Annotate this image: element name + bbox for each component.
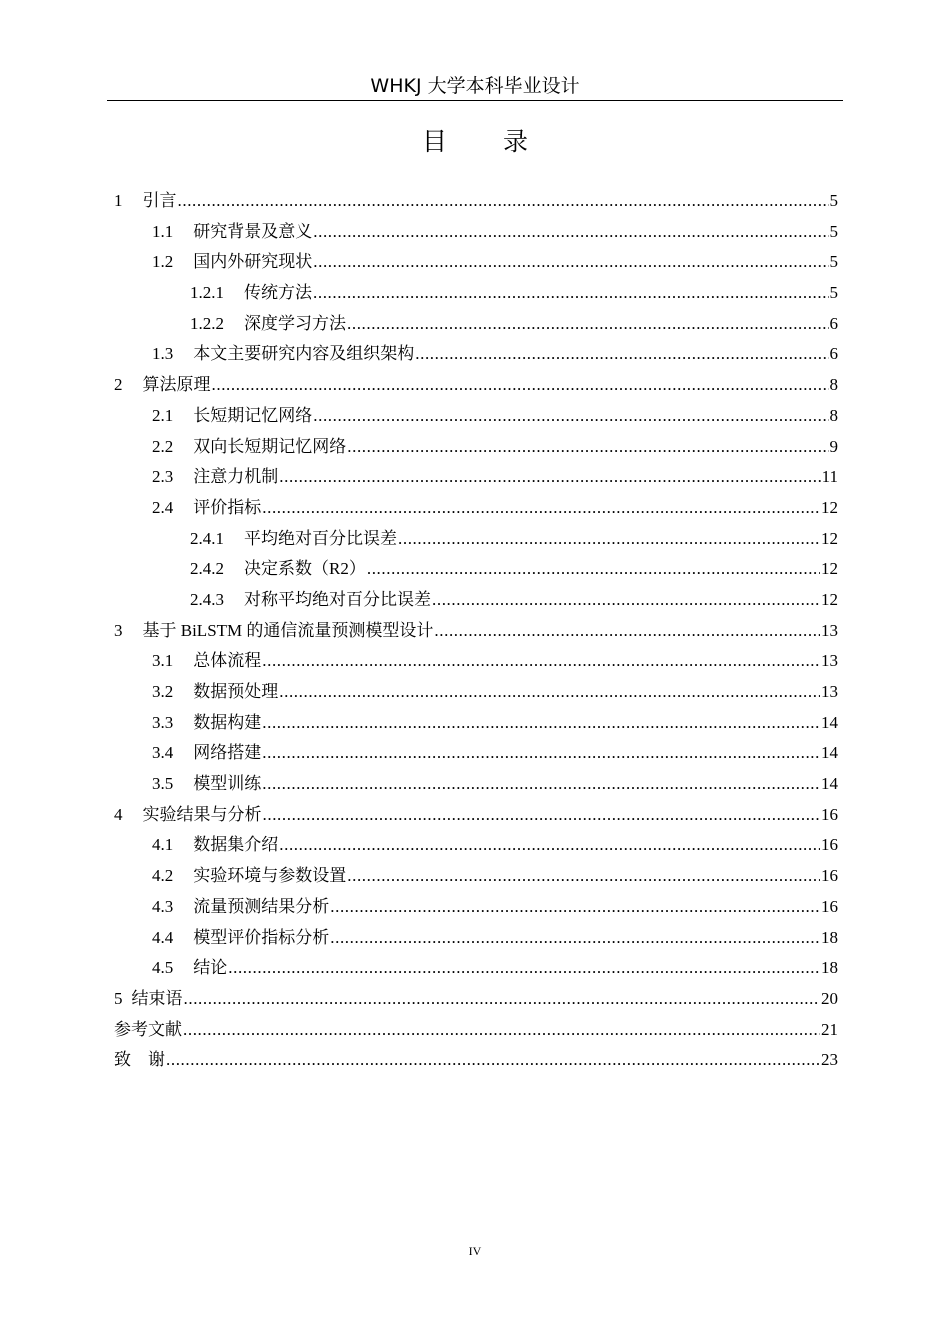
- toc-entry-title: 参考文献: [114, 1019, 182, 1039]
- toc-entry-number: 2.3: [152, 467, 174, 487]
- toc-entry-number: 2.4.2: [190, 559, 224, 579]
- toc-entry-title: 本文主要研究内容及组织架构: [193, 344, 415, 364]
- toc-entry-number: 1.2.2: [190, 313, 224, 333]
- toc-entry[interactable]: [114, 462, 838, 493]
- toc-entry-title: 算法原理: [142, 375, 211, 395]
- toc-entry-title: 数据集介绍: [193, 835, 279, 855]
- toc-entry[interactable]: [114, 339, 838, 370]
- toc-entry-title: 双向长短期记忆网络: [193, 436, 347, 456]
- toc-leader-dots: [434, 616, 820, 647]
- toc-entry[interactable]: [114, 892, 838, 923]
- toc-entry[interactable]: [114, 1015, 838, 1046]
- toc-entry-page: 5: [829, 252, 838, 272]
- toc-entry-title: 国内外研究现状: [193, 252, 313, 272]
- toc-entry-page: 14: [821, 712, 838, 732]
- toc-leader-dots: [279, 677, 820, 708]
- toc-entry-number: 4.1: [152, 835, 174, 855]
- page-number: IV: [468, 1244, 482, 1258]
- toc-entry[interactable]: [114, 554, 838, 585]
- toc-entry-page: 6: [829, 344, 838, 364]
- toc-leader-dots: [262, 769, 820, 800]
- toc-leader-dots: [313, 401, 828, 432]
- toc-leader-dots: [228, 953, 820, 984]
- toc-entry-number: 2.4.1: [190, 528, 224, 548]
- toc-entry[interactable]: [114, 830, 838, 861]
- toc-entry-title: 深度学习方法: [244, 313, 346, 333]
- toc-entry[interactable]: [114, 861, 838, 892]
- toc-entry-page: 8: [829, 375, 838, 395]
- toc-entry[interactable]: [114, 217, 838, 248]
- toc-entry-title: 基于 BiLSTM 的通信流量预测模型设计: [142, 620, 434, 640]
- toc-entry[interactable]: [114, 738, 838, 769]
- toc-entry[interactable]: [114, 677, 838, 708]
- toc-leader-dots: [166, 1045, 820, 1076]
- toc-entry-page: 18: [821, 958, 838, 978]
- toc-entry-title: 数据预处理: [193, 682, 279, 701]
- toc-leader-dots: [279, 830, 820, 861]
- toc-entry-title: 研究背景及意义: [193, 221, 313, 241]
- toc-entry-number: 3.2: [152, 682, 174, 701]
- toc-entry-title: 模型评价指标分析: [193, 927, 330, 947]
- toc-leader-dots: [347, 309, 829, 340]
- toc-entry-page: 5: [829, 191, 838, 210]
- toc-leader-dots: [367, 554, 820, 585]
- toc-entry-page: 13: [821, 682, 838, 701]
- toc-entry-number: 3.1: [152, 651, 174, 671]
- toc-entry-title: 长短期记忆网络: [193, 405, 313, 425]
- toc-entry-page: 5: [829, 221, 838, 241]
- toc-entry-page: 23: [821, 1050, 838, 1070]
- toc-entry-number: 3.3: [152, 712, 174, 732]
- toc-entry-title: 致 谢: [114, 1050, 165, 1070]
- toc-entry-number: 2.4.3: [190, 589, 224, 609]
- toc-entry-number: 2.4: [152, 497, 174, 517]
- toc-entry-page: 13: [821, 651, 838, 671]
- toc-entry[interactable]: [114, 1045, 838, 1076]
- toc-entry[interactable]: [114, 708, 838, 739]
- toc-entry-page: 8: [829, 405, 838, 425]
- toc-entry-page: 21: [821, 1019, 838, 1039]
- toc-entry-page: 20: [821, 988, 838, 1008]
- toc-entry-page: 16: [821, 835, 838, 855]
- toc-leader-dots: [432, 585, 820, 616]
- toc-entry-number: 2: [114, 375, 123, 395]
- toc-entry-number: 1.2: [152, 252, 174, 272]
- toc-entry[interactable]: [114, 923, 838, 954]
- toc-entry-page: 18: [821, 927, 838, 947]
- toc-entry-title: 数据构建: [193, 712, 262, 732]
- toc-entry[interactable]: [114, 984, 838, 1015]
- toc-entry-page: 16: [821, 866, 838, 886]
- toc-leader-dots: [183, 1015, 820, 1046]
- toc-entry-page: 5: [829, 283, 838, 303]
- toc-entry[interactable]: [114, 247, 838, 278]
- toc-leader-dots: [262, 708, 820, 739]
- toc-entry-title: 引言: [142, 191, 177, 210]
- toc-entry-page: 12: [821, 497, 838, 517]
- toc-entry-number: 4.2: [152, 866, 174, 886]
- toc-entry[interactable]: [114, 585, 838, 616]
- toc-entry-number: 4.5: [152, 958, 174, 978]
- toc-entry-page: 12: [821, 589, 838, 609]
- toc-entry-title: 实验结果与分析: [142, 804, 262, 824]
- toc-entry-page: 11: [821, 467, 838, 487]
- toc-entry-title: 网络搭建: [193, 743, 262, 763]
- toc-leader-dots: [313, 278, 829, 309]
- toc-entry[interactable]: [114, 401, 838, 432]
- toc-leader-dots: [330, 923, 820, 954]
- toc-leader-dots: [313, 217, 828, 248]
- toc-entry[interactable]: [114, 769, 838, 800]
- toc-entry-title: 模型训练: [193, 774, 262, 794]
- toc-leader-dots: [330, 892, 820, 923]
- toc-entry[interactable]: [114, 370, 838, 401]
- table-of-contents: [114, 186, 838, 1076]
- toc-entry-title: 评价指标: [193, 497, 262, 517]
- toc-entry-number: 5: [114, 988, 123, 1008]
- toc-entry-number: 3.5: [152, 774, 174, 794]
- toc-entry[interactable]: [114, 800, 838, 831]
- toc-entry-page: 13: [821, 620, 838, 640]
- toc-entry[interactable]: [114, 524, 838, 555]
- toc-leader-dots: [184, 984, 821, 1015]
- toc-entry-title: 对称平均绝对百分比误差: [244, 589, 431, 609]
- toc-entry-number: 1: [114, 191, 123, 210]
- toc-entry[interactable]: [114, 309, 838, 340]
- toc-entry-number: 2.1: [152, 405, 174, 425]
- toc-entry-number: 3.4: [152, 743, 174, 763]
- toc-entry-page: 9: [829, 436, 838, 456]
- toc-entry[interactable]: [114, 493, 838, 524]
- toc-entry-title: 结束语: [131, 988, 183, 1008]
- toc-leader-dots: [347, 432, 828, 463]
- toc-entry-page: 16: [821, 896, 838, 916]
- toc-entry-title: 结论: [193, 958, 228, 978]
- toc-entry[interactable]: [114, 953, 838, 984]
- toc-leader-dots: [262, 493, 820, 524]
- toc-entry-number: 2.2: [152, 436, 174, 456]
- running-header: WHKJ 大学本科毕业设计: [370, 75, 580, 97]
- toc-entry-page: 6: [829, 313, 838, 333]
- toc-entry-number: 3: [114, 620, 123, 640]
- toc-entry[interactable]: [114, 432, 838, 463]
- toc-leader-dots: [262, 646, 820, 677]
- toc-entry-page: 14: [821, 774, 838, 794]
- toc-leader-dots: [279, 462, 820, 493]
- toc-entry-number: 1.1: [152, 221, 174, 241]
- toc-leader-dots: [415, 339, 828, 370]
- toc-entry[interactable]: [114, 186, 838, 217]
- toc-entry-page: 16: [821, 804, 838, 824]
- toc-title: 目 录: [422, 127, 552, 156]
- header-rule: [107, 100, 843, 101]
- toc-leader-dots: [398, 524, 820, 555]
- toc-leader-dots: [178, 186, 829, 217]
- toc-entry-title: 实验环境与参数设置: [193, 866, 347, 886]
- toc-entry-number: 4.3: [152, 896, 174, 916]
- toc-entry-number: 4.4: [152, 927, 174, 947]
- toc-entry-title: 平均绝对百分比误差: [244, 528, 397, 548]
- toc-entry-title: 传统方法: [244, 283, 312, 303]
- toc-entry-page: 12: [821, 559, 838, 579]
- toc-entry-page: 14: [821, 743, 838, 763]
- toc-entry[interactable]: [114, 646, 838, 677]
- toc-entry-title: 流量预测结果分析: [193, 896, 330, 916]
- toc-leader-dots: [263, 800, 821, 831]
- toc-entry-number: 4: [114, 804, 123, 824]
- toc-leader-dots: [313, 247, 828, 278]
- toc-entry-page: 12: [821, 528, 838, 548]
- toc-entry[interactable]: [114, 278, 838, 309]
- toc-entry-title: 注意力机制: [193, 467, 279, 487]
- toc-entry-number: 1.3: [152, 344, 174, 364]
- toc-leader-dots: [347, 861, 820, 892]
- toc-entry[interactable]: [114, 616, 838, 647]
- toc-leader-dots: [262, 738, 820, 769]
- toc-entry-title: 总体流程: [193, 651, 262, 671]
- toc-leader-dots: [212, 370, 829, 401]
- toc-entry-title: 决定系数（R2）: [244, 559, 366, 579]
- toc-entry-number: 1.2.1: [190, 283, 224, 303]
